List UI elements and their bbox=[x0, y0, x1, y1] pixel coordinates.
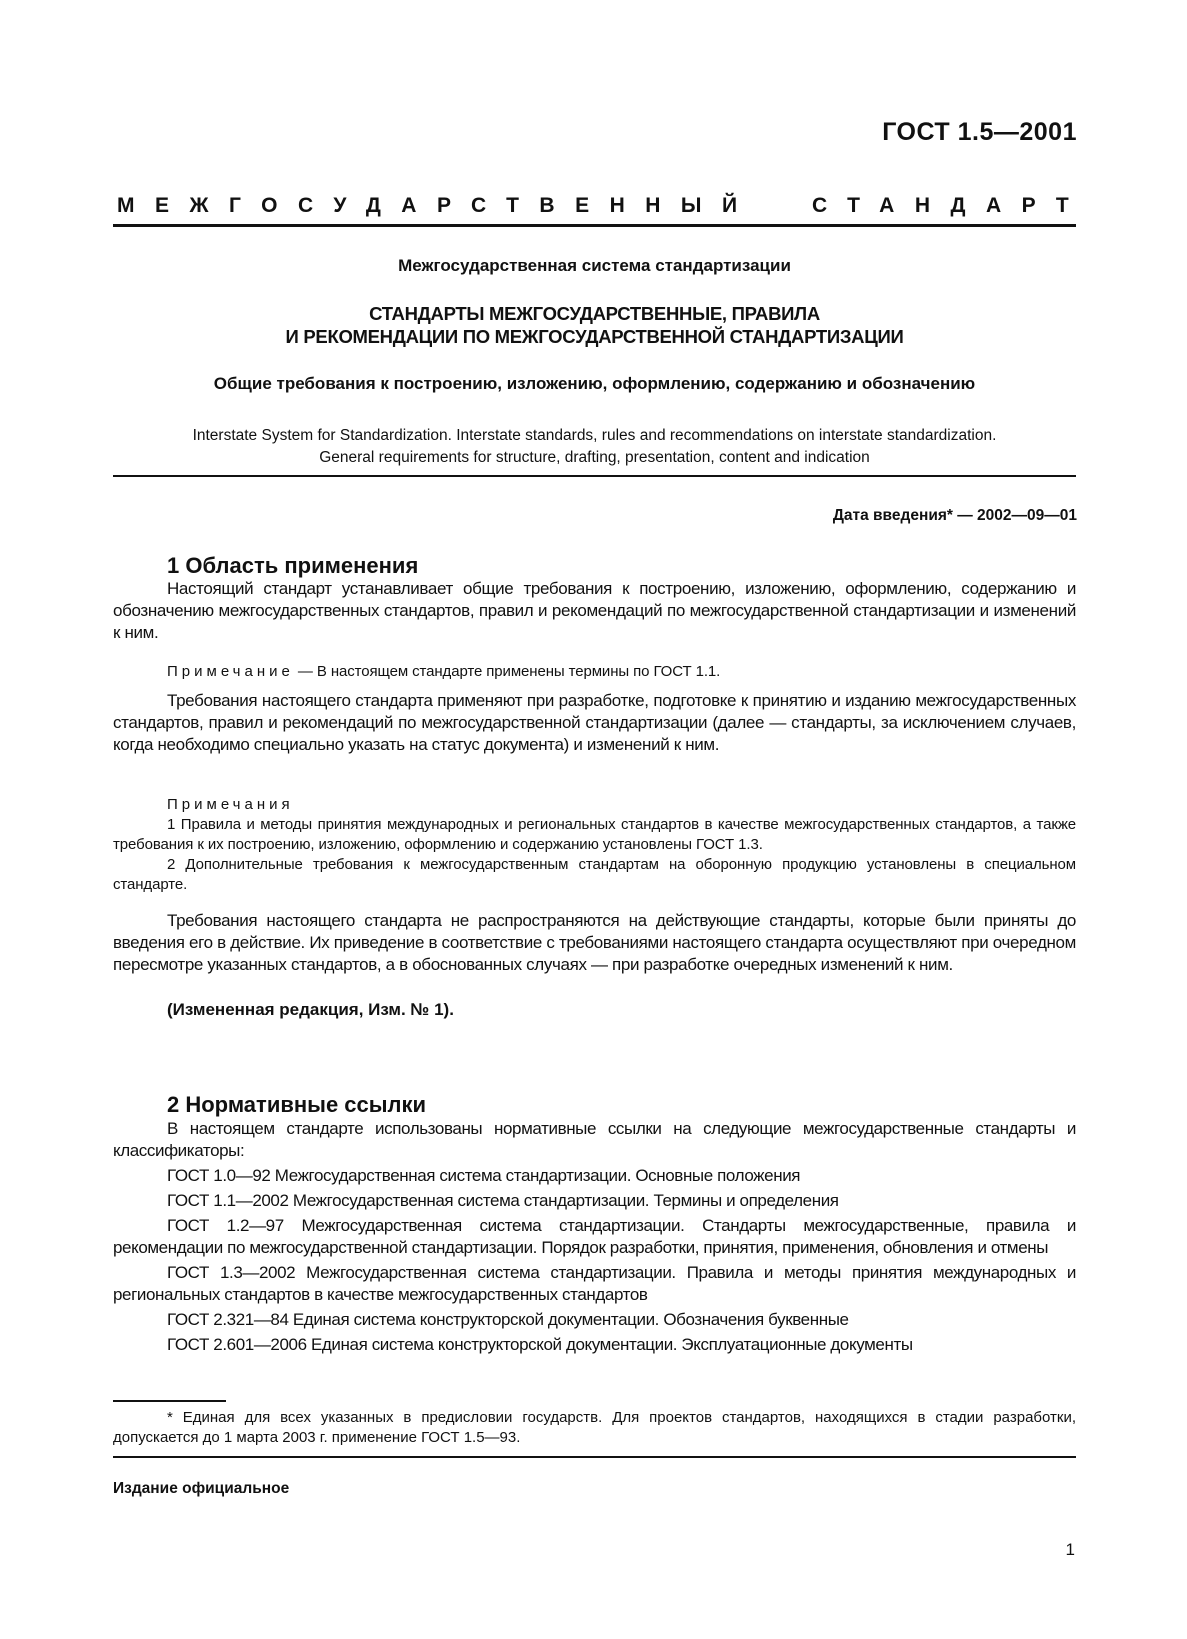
section-1-paragraph-3 bbox=[113, 910, 1076, 976]
reference-item: ГОСТ 2.321—84 Единая система конструкторской документации. Обозначения буквенные bbox=[167, 1310, 849, 1329]
reference-item: ГОСТ 1.3—2002 Межгосударственная система стандартизации. Правила и методы принятия международных и региональных стандартов в качестве межгосударственных стандартов bbox=[113, 1263, 1076, 1304]
paragraph-text: Требования настоящего стандарта применяют при разработке, подготовке к принятию и изданию межгосударственных стандартов, правил и рекомендаций по межгосударственной стандартизации (далее — стандарты, за исключением случаев, когда необходимо специально указать на статус документа) и изменений к ним. bbox=[113, 691, 1076, 754]
standard-title-line2: И РЕКОМЕНДАЦИИ ПО МЕЖГОСУДАРСТВЕННОЙ СТАНДАРТИЗАЦИИ bbox=[285, 326, 904, 347]
banner-word-standard: СТАНДАРТ bbox=[812, 194, 1090, 217]
reference-item: ГОСТ 1.1—2002 Межгосударственная система стандартизации. Термины и определения bbox=[167, 1191, 839, 1210]
paragraph-text: Настоящий стандарт устанавливает общие требования к построению, изложению, оформлению, содержанию и обозначению межгосударственных стандартов, правил и рекомендаций по межгосударственной стандартизации и изменений к ним. bbox=[113, 579, 1076, 642]
normative-references bbox=[113, 1118, 1076, 1359]
banner-word-interstate: МЕЖГОСУДАРСТВЕННЫЙ bbox=[117, 194, 758, 217]
standard-title-line1: СТАНДАРТЫ МЕЖГОСУДАРСТВЕННЫЕ, ПРАВИЛА bbox=[369, 303, 820, 324]
reference-item: ГОСТ 2.601—2006 Единая система конструкторской документации. Эксплуатационные документы bbox=[167, 1335, 913, 1354]
title-rule bbox=[113, 475, 1076, 477]
note-label: Примечание bbox=[167, 663, 294, 680]
header-rule bbox=[113, 224, 1076, 227]
english-title: Interstate System for Standardization. Interstate standards, rules and recommendations on interstate standardization. General requirements for structure, drafting, presentation, content and indication bbox=[192, 427, 997, 466]
notes-label: Примечания bbox=[167, 796, 294, 813]
section-1-paragraph-1 bbox=[113, 578, 1076, 644]
section-1-notes bbox=[113, 795, 1076, 895]
references-intro: В настоящем стандарте использованы нормативные ссылки на следующие межгосударственные стандарты и классификаторы: bbox=[113, 1119, 1076, 1160]
footer-rule bbox=[113, 1456, 1076, 1458]
standard-title bbox=[113, 302, 1076, 348]
gost-number: ГОСТ 1.5—2001 bbox=[882, 118, 1077, 146]
section-1-paragraph-2 bbox=[113, 690, 1076, 756]
footnote-rule bbox=[113, 1400, 226, 1402]
section-2-heading: 2 Нормативные ссылки bbox=[167, 1092, 427, 1117]
reference-item: ГОСТ 1.0—92 Межгосударственная система стандартизации. Основные положения bbox=[167, 1166, 801, 1185]
system-title: Межгосударственная система стандартизации bbox=[398, 256, 791, 275]
reference-item: ГОСТ 1.2—97 Межгосударственная система стандартизации. Стандарты межгосударственные, правила и рекомендации по межгосударственной стандартизации. Порядок разработки, принятия, применения, обновления и отмены bbox=[113, 1216, 1076, 1257]
page-number: 1 bbox=[1065, 1540, 1075, 1559]
paragraph-text: Требования настоящего стандарта не распространяются на действующие стандарты, которые были приняты до введения его в действие. Их приведение в соответствие с требованиями настоящего стандарта осуществляют при очередном пересмотре указанных стандартов, а в обоснованных случаях — при разработке очередных изменений к ним. bbox=[113, 911, 1076, 974]
amended-edition: (Измененная редакция, Изм. № 1). bbox=[167, 1000, 454, 1019]
standard-subtitle: Общие требования к построению, изложению, оформлению, содержанию и обозначению bbox=[213, 374, 976, 393]
section-1-note-1 bbox=[113, 662, 1076, 682]
section-1-heading: 1 Область применения bbox=[167, 553, 419, 578]
note-text: — В настоящем стандарте применены термины по ГОСТ 1.1. bbox=[293, 663, 721, 680]
introduction-date: Дата введения* — 2002—09—01 bbox=[832, 507, 1077, 524]
footnote bbox=[113, 1408, 1076, 1448]
official-edition: Издание официальное bbox=[113, 1480, 290, 1497]
footnote-text: * Единая для всех указанных в предисловии государств. Для проектов стандартов, находящихся в стадии разработки, допускается до 1 марта 2003 г. применение ГОСТ 1.5—93. bbox=[113, 1409, 1076, 1446]
note-item-1: 1 Правила и методы принятия международных и региональных стандартов в качестве межгосударственных стандартов, а также требования к их построению, изложению, оформлению и содержанию установлены ГОСТ 1.3. bbox=[113, 816, 1076, 853]
note-item-2: 2 Дополнительные требования к межгосударственным стандартам на оборонную продукцию установлены в специальном стандарте. bbox=[113, 856, 1076, 893]
